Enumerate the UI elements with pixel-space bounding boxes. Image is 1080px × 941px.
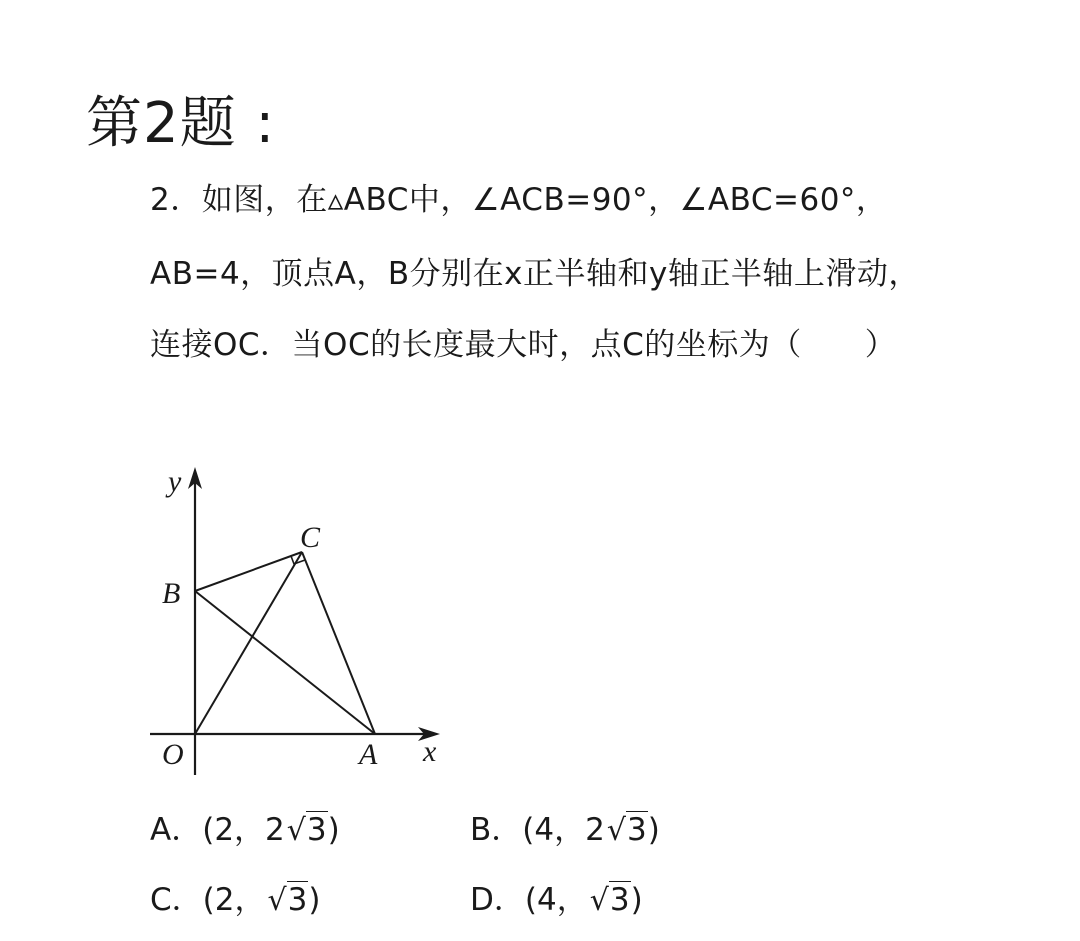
geometry-figure: [150, 455, 470, 785]
option-b-radicand: 3: [626, 812, 647, 848]
sqrt-symbol: [285, 808, 328, 853]
geometry-svg: [150, 455, 470, 785]
sqrt-symbol: [265, 878, 308, 923]
option-a-letter: A．: [150, 812, 203, 848]
option-d-radicand: 3: [609, 882, 630, 918]
radical-icon: √: [267, 883, 287, 918]
sqrt-symbol: [605, 808, 648, 853]
page-heading: 第2题 :: [86, 91, 276, 156]
radical-icon: √: [589, 883, 609, 918]
option-a[interactable]: [150, 808, 340, 853]
question-line-1: 2．如图，在▵ABC中，∠ACB=90°，∠ABC=60°，: [150, 182, 888, 218]
option-d-letter: D．: [470, 882, 525, 918]
label-a: A: [359, 738, 378, 771]
segment-ca: [302, 552, 375, 734]
sqrt-symbol: [588, 878, 631, 923]
label-o: O: [162, 738, 184, 771]
segment-ab: [195, 591, 375, 734]
segment-oc: [195, 552, 302, 734]
option-c-letter: C．: [150, 882, 203, 918]
option-b-letter: B．: [470, 812, 523, 848]
option-d-open: (4，: [524, 882, 588, 918]
label-x: x: [423, 735, 437, 768]
label-y: y: [168, 465, 182, 498]
label-c: C: [300, 521, 321, 554]
option-c-close: ): [308, 882, 321, 918]
option-c[interactable]: [150, 878, 320, 923]
option-a-open: (2，2: [202, 812, 285, 848]
option-b-close: ): [647, 812, 660, 848]
option-d-close: ): [630, 882, 643, 918]
option-b[interactable]: [470, 808, 660, 853]
option-a-close: ): [327, 812, 340, 848]
option-d[interactable]: [470, 878, 643, 923]
option-c-radicand: 3: [287, 882, 308, 918]
radical-icon: √: [286, 813, 306, 848]
option-b-open: (4，2: [522, 812, 605, 848]
label-b: B: [162, 577, 181, 610]
question-line-2: AB=4，顶点A，B分别在x正半轴和y轴正半轴上滑动，: [150, 256, 920, 292]
option-a-radicand: 3: [306, 812, 327, 848]
segment-bc: [195, 552, 302, 591]
question-line-3: 连接OC．当OC的长度最大时，点C的坐标为（ ）: [150, 327, 897, 363]
option-c-open: (2，: [202, 882, 266, 918]
radical-icon: √: [606, 813, 626, 848]
